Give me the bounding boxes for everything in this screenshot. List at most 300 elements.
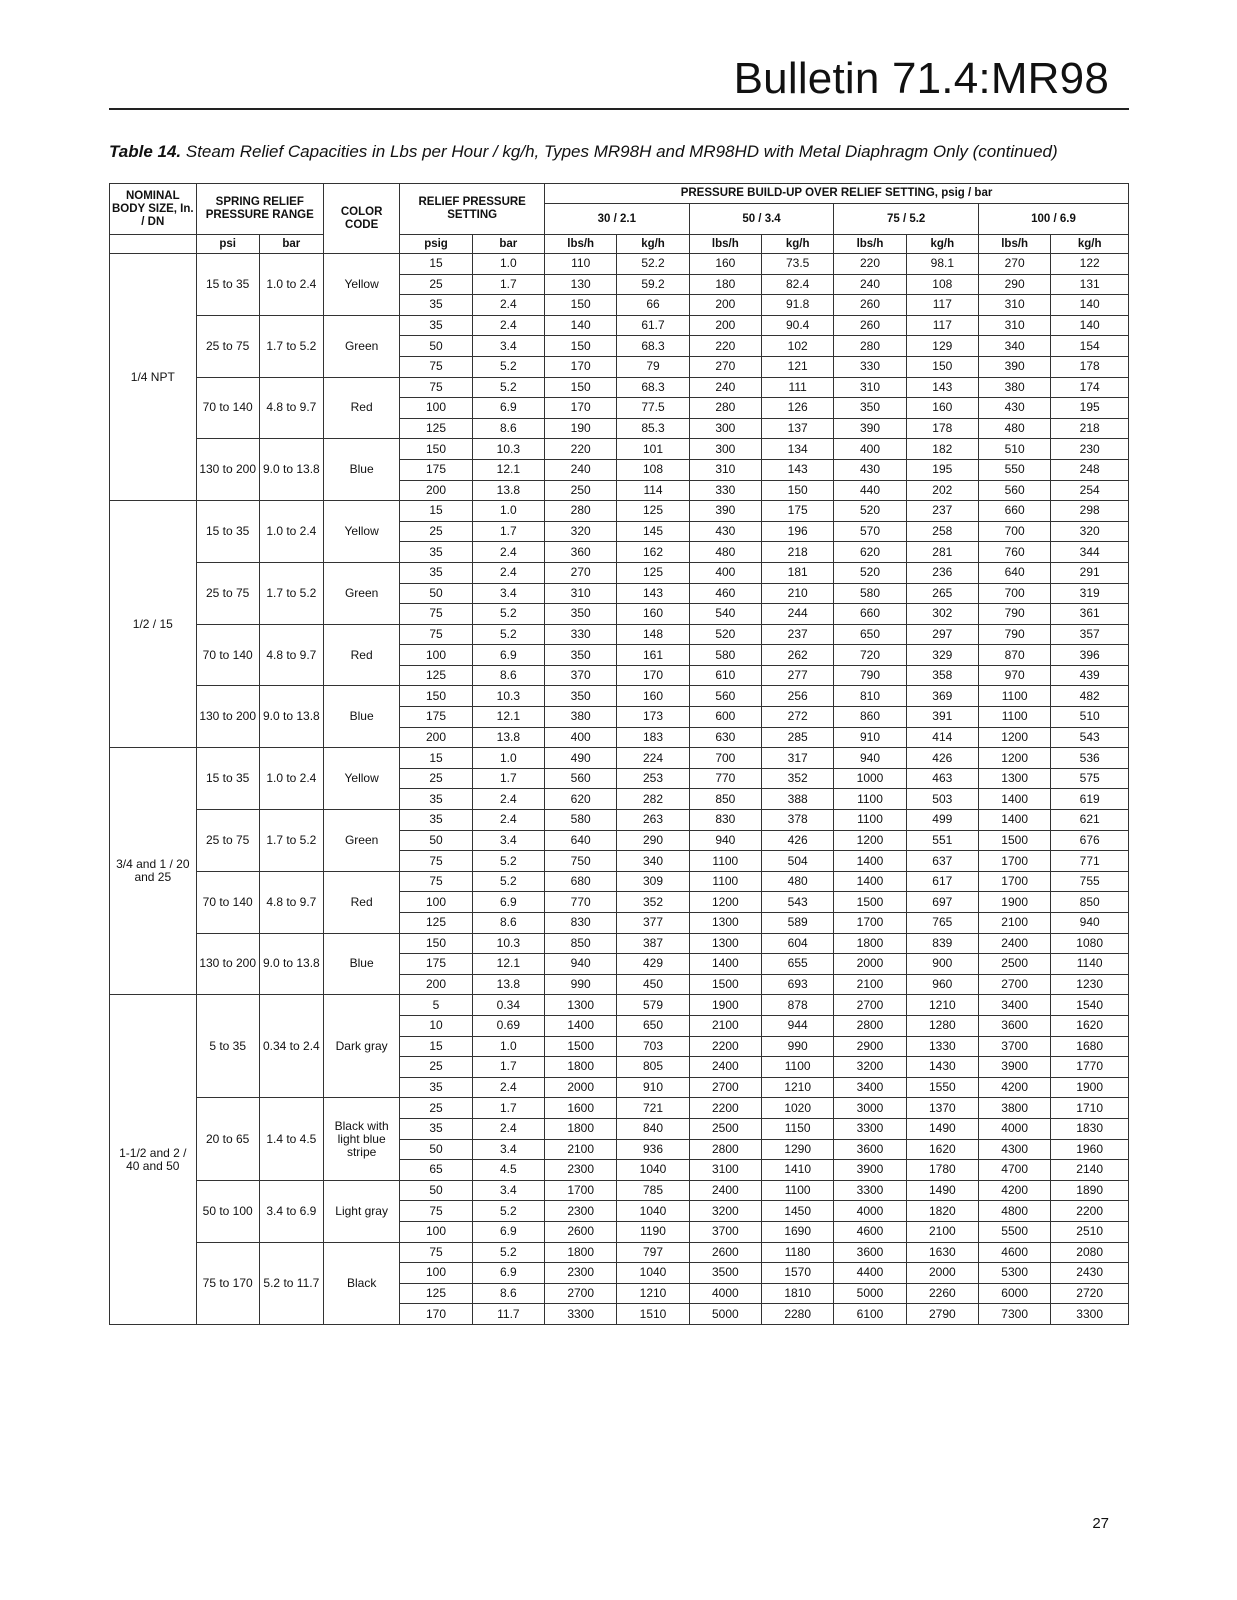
lbsh-30-cell: 110 [545,254,617,275]
lbsh-100-cell: 4300 [978,1139,1050,1160]
kgh-50-cell: 1180 [762,1242,834,1263]
setting-psig-cell: 35 [400,1118,472,1139]
color-code-cell: Yellow [323,501,399,563]
kgh-100-cell: 140 [1051,295,1129,316]
kgh-100-cell: 940 [1051,913,1129,934]
setting-bar-cell: 6.9 [472,398,544,419]
header-relief-setting: RELIEF PRESSURE SETTING [400,184,545,235]
kgh-100-cell: 291 [1051,562,1129,583]
kgh-50-cell: 693 [762,974,834,995]
kgh-50-cell: 388 [762,789,834,810]
spring-bar-cell: 4.8 to 9.7 [259,624,323,686]
lbsh-75-cell: 940 [834,748,906,769]
header-unit-lbsh: lbs/h [978,235,1050,254]
setting-bar-cell: 8.6 [472,418,544,439]
lbsh-30-cell: 580 [545,810,617,831]
setting-bar-cell: 6.9 [472,1263,544,1284]
setting-psig-cell: 200 [400,480,472,501]
table-caption [109,142,1058,162]
kgh-100-cell: 1140 [1051,954,1129,975]
lbsh-75-cell: 5000 [834,1283,906,1304]
setting-psig-cell: 125 [400,1283,472,1304]
lbsh-100-cell: 970 [978,665,1050,686]
lbsh-30-cell: 170 [545,398,617,419]
lbsh-30-cell: 240 [545,459,617,480]
kgh-50-cell: 175 [762,501,834,522]
lbsh-75-cell: 2900 [834,1036,906,1057]
kgh-100-cell: 361 [1051,604,1129,625]
setting-psig-cell: 35 [400,1077,472,1098]
lbsh-75-cell: 4400 [834,1263,906,1284]
lbsh-30-cell: 1800 [545,1118,617,1139]
kgh-50-cell: 378 [762,810,834,831]
body-size-cell: 1/4 NPT [110,254,197,501]
kgh-30-cell: 253 [617,768,689,789]
lbsh-100-cell: 430 [978,398,1050,419]
kgh-30-cell: 1210 [617,1283,689,1304]
kgh-30-cell: 797 [617,1242,689,1263]
lbsh-50-cell: 400 [689,562,761,583]
kgh-50-cell: 262 [762,645,834,666]
setting-bar-cell: 4.5 [472,1160,544,1181]
lbsh-100-cell: 480 [978,418,1050,439]
kgh-100-cell: 1620 [1051,1015,1129,1036]
lbsh-75-cell: 400 [834,439,906,460]
setting-bar-cell: 6.9 [472,892,544,913]
lbsh-75-cell: 860 [834,707,906,728]
steam-relief-capacity-table [109,183,1129,1325]
lbsh-75-cell: 660 [834,604,906,625]
lbsh-30-cell: 250 [545,480,617,501]
kgh-50-cell: 90.4 [762,315,834,336]
setting-psig-cell: 75 [400,1201,472,1222]
setting-psig-cell: 50 [400,1139,472,1160]
lbsh-30-cell: 1800 [545,1242,617,1263]
lbsh-75-cell: 4000 [834,1201,906,1222]
table-row [110,995,1129,1016]
kgh-75-cell: 2790 [906,1304,978,1325]
spring-psi-cell: 20 to 65 [196,1098,259,1180]
kgh-75-cell: 182 [906,439,978,460]
kgh-75-cell: 1620 [906,1139,978,1160]
setting-psig-cell: 35 [400,295,472,316]
setting-psig-cell: 125 [400,418,472,439]
color-code-cell: Blue [323,686,399,748]
lbsh-30-cell: 940 [545,954,617,975]
setting-bar-cell: 5.2 [472,871,544,892]
setting-psig-cell: 100 [400,1263,472,1284]
lbsh-100-cell: 4200 [978,1180,1050,1201]
kgh-75-cell: 117 [906,295,978,316]
kgh-100-cell: 1770 [1051,1057,1129,1078]
lbsh-75-cell: 240 [834,274,906,295]
lbsh-50-cell: 200 [689,295,761,316]
kgh-100-cell: 3300 [1051,1304,1129,1325]
spring-psi-cell: 25 to 75 [196,562,259,624]
kgh-30-cell: 650 [617,1015,689,1036]
kgh-75-cell: 143 [906,377,978,398]
kgh-50-cell: 121 [762,356,834,377]
setting-bar-cell: 1.7 [472,1098,544,1119]
header-unit-bar-setting: bar [472,235,544,254]
lbsh-30-cell: 850 [545,933,617,954]
setting-psig-cell: 100 [400,892,472,913]
table-caption-label: Table 14. [109,142,182,161]
setting-psig-cell: 150 [400,439,472,460]
kgh-100-cell: 1900 [1051,1077,1129,1098]
table-row [110,1242,1129,1263]
kgh-50-cell: 1410 [762,1160,834,1181]
lbsh-100-cell: 7300 [978,1304,1050,1325]
lbsh-75-cell: 3600 [834,1242,906,1263]
setting-bar-cell: 5.2 [472,1242,544,1263]
kgh-75-cell: 1630 [906,1242,978,1263]
spring-bar-cell: 1.7 to 5.2 [259,810,323,872]
kgh-75-cell: 1370 [906,1098,978,1119]
lbsh-50-cell: 280 [689,398,761,419]
setting-psig-cell: 15 [400,748,472,769]
lbsh-75-cell: 3000 [834,1098,906,1119]
kgh-30-cell: 143 [617,583,689,604]
lbsh-30-cell: 220 [545,439,617,460]
header-buildup-75: 75 / 5.2 [834,204,979,235]
table-row [110,377,1129,398]
setting-bar-cell: 1.7 [472,1057,544,1078]
kgh-75-cell: 2000 [906,1263,978,1284]
lbsh-30-cell: 170 [545,356,617,377]
setting-psig-cell: 175 [400,707,472,728]
setting-bar-cell: 0.69 [472,1015,544,1036]
lbsh-75-cell: 3300 [834,1180,906,1201]
header-color-code: COLOR CODE [323,184,399,254]
kgh-50-cell: 2280 [762,1304,834,1325]
setting-psig-cell: 25 [400,274,472,295]
setting-psig-cell: 75 [400,1242,472,1263]
kgh-75-cell: 2100 [906,1221,978,1242]
lbsh-50-cell: 270 [689,356,761,377]
lbsh-50-cell: 300 [689,418,761,439]
kgh-100-cell: 178 [1051,356,1129,377]
lbsh-30-cell: 990 [545,974,617,995]
lbsh-50-cell: 2800 [689,1139,761,1160]
spring-psi-cell: 70 to 140 [196,377,259,439]
kgh-30-cell: 160 [617,686,689,707]
lbsh-75-cell: 1400 [834,871,906,892]
lbsh-30-cell: 150 [545,377,617,398]
lbsh-30-cell: 2300 [545,1201,617,1222]
table-row [110,439,1129,460]
setting-bar-cell: 3.4 [472,1180,544,1201]
lbsh-50-cell: 220 [689,336,761,357]
setting-bar-cell: 2.4 [472,1118,544,1139]
setting-bar-cell: 12.1 [472,459,544,480]
spring-psi-cell: 15 to 35 [196,501,259,563]
lbsh-50-cell: 1100 [689,871,761,892]
kgh-50-cell: 1290 [762,1139,834,1160]
lbsh-30-cell: 330 [545,624,617,645]
lbsh-100-cell: 2400 [978,933,1050,954]
kgh-50-cell: 218 [762,542,834,563]
kgh-100-cell: 1830 [1051,1118,1129,1139]
kgh-50-cell: 504 [762,851,834,872]
lbsh-50-cell: 3500 [689,1263,761,1284]
kgh-75-cell: 108 [906,274,978,295]
kgh-75-cell: 1490 [906,1118,978,1139]
lbsh-75-cell: 3400 [834,1077,906,1098]
lbsh-100-cell: 290 [978,274,1050,295]
kgh-30-cell: 309 [617,871,689,892]
lbsh-50-cell: 2100 [689,1015,761,1036]
lbsh-100-cell: 4600 [978,1242,1050,1263]
kgh-50-cell: 1100 [762,1180,834,1201]
color-code-cell: Red [323,377,399,439]
lbsh-100-cell: 4000 [978,1118,1050,1139]
lbsh-100-cell: 1400 [978,810,1050,831]
kgh-30-cell: 61.7 [617,315,689,336]
lbsh-50-cell: 1200 [689,892,761,913]
spring-psi-cell: 25 to 75 [196,810,259,872]
kgh-50-cell: 126 [762,398,834,419]
kgh-75-cell: 236 [906,562,978,583]
setting-psig-cell: 50 [400,1180,472,1201]
header-unit-lbsh: lbs/h [834,235,906,254]
color-code-cell: Green [323,315,399,377]
kgh-100-cell: 536 [1051,748,1129,769]
lbsh-75-cell: 390 [834,418,906,439]
lbsh-100-cell: 1100 [978,686,1050,707]
lbsh-50-cell: 770 [689,768,761,789]
lbsh-75-cell: 910 [834,727,906,748]
kgh-50-cell: 1810 [762,1283,834,1304]
lbsh-50-cell: 1500 [689,974,761,995]
kgh-75-cell: 160 [906,398,978,419]
lbsh-100-cell: 3700 [978,1036,1050,1057]
lbsh-30-cell: 770 [545,892,617,913]
lbsh-30-cell: 320 [545,521,617,542]
kgh-75-cell: 426 [906,748,978,769]
table-row [110,562,1129,583]
lbsh-50-cell: 600 [689,707,761,728]
kgh-50-cell: 1100 [762,1057,834,1078]
spring-bar-cell: 4.8 to 9.7 [259,377,323,439]
spring-psi-cell: 130 to 200 [196,686,259,748]
spring-psi-cell: 25 to 75 [196,315,259,377]
kgh-75-cell: 839 [906,933,978,954]
spring-psi-cell: 50 to 100 [196,1180,259,1242]
kgh-50-cell: 317 [762,748,834,769]
setting-psig-cell: 175 [400,954,472,975]
setting-bar-cell: 13.8 [472,727,544,748]
kgh-30-cell: 162 [617,542,689,563]
setting-bar-cell: 8.6 [472,913,544,934]
color-code-cell: Dark gray [323,995,399,1098]
lbsh-30-cell: 150 [545,295,617,316]
kgh-30-cell: 77.5 [617,398,689,419]
kgh-75-cell: 499 [906,810,978,831]
spring-psi-cell: 70 to 140 [196,871,259,933]
lbsh-100-cell: 270 [978,254,1050,275]
kgh-30-cell: 125 [617,501,689,522]
lbsh-50-cell: 2600 [689,1242,761,1263]
setting-psig-cell: 25 [400,521,472,542]
kgh-30-cell: 290 [617,830,689,851]
kgh-30-cell: 429 [617,954,689,975]
kgh-50-cell: 150 [762,480,834,501]
spring-bar-cell: 1.7 to 5.2 [259,315,323,377]
lbsh-75-cell: 260 [834,315,906,336]
lbsh-30-cell: 2000 [545,1077,617,1098]
body-size-cell: 1/2 / 15 [110,501,197,748]
kgh-75-cell: 1330 [906,1036,978,1057]
kgh-100-cell: 850 [1051,892,1129,913]
kgh-30-cell: 703 [617,1036,689,1057]
header-buildup-50: 50 / 3.4 [689,204,834,235]
kgh-75-cell: 551 [906,830,978,851]
kgh-75-cell: 369 [906,686,978,707]
lbsh-50-cell: 3100 [689,1160,761,1181]
spring-psi-cell: 5 to 35 [196,995,259,1098]
kgh-100-cell: 2200 [1051,1201,1129,1222]
setting-psig-cell: 150 [400,933,472,954]
lbsh-50-cell: 610 [689,665,761,686]
setting-bar-cell: 1.7 [472,521,544,542]
page-number: 27 [1092,1515,1109,1532]
lbsh-50-cell: 5000 [689,1304,761,1325]
kgh-100-cell: 676 [1051,830,1129,851]
kgh-30-cell: 352 [617,892,689,913]
lbsh-75-cell: 2100 [834,974,906,995]
lbsh-50-cell: 2500 [689,1118,761,1139]
setting-psig-cell: 35 [400,810,472,831]
kgh-30-cell: 59.2 [617,274,689,295]
kgh-100-cell: 1680 [1051,1036,1129,1057]
lbsh-75-cell: 2700 [834,995,906,1016]
lbsh-75-cell: 3200 [834,1057,906,1078]
lbsh-100-cell: 660 [978,501,1050,522]
setting-psig-cell: 15 [400,1036,472,1057]
setting-psig-cell: 25 [400,768,472,789]
kgh-50-cell: 1210 [762,1077,834,1098]
lbsh-75-cell: 620 [834,542,906,563]
spring-psi-cell: 15 to 35 [196,254,259,316]
kgh-30-cell: 68.3 [617,377,689,398]
setting-psig-cell: 5 [400,995,472,1016]
table-row [110,686,1129,707]
kgh-75-cell: 414 [906,727,978,748]
kgh-30-cell: 263 [617,810,689,831]
spring-psi-cell: 70 to 140 [196,624,259,686]
lbsh-50-cell: 540 [689,604,761,625]
lbsh-30-cell: 400 [545,727,617,748]
lbsh-30-cell: 1300 [545,995,617,1016]
kgh-75-cell: 1490 [906,1180,978,1201]
setting-psig-cell: 75 [400,624,472,645]
lbsh-30-cell: 1600 [545,1098,617,1119]
lbsh-30-cell: 140 [545,315,617,336]
lbsh-100-cell: 3800 [978,1098,1050,1119]
lbsh-75-cell: 520 [834,562,906,583]
lbsh-30-cell: 130 [545,274,617,295]
lbsh-50-cell: 580 [689,645,761,666]
kgh-50-cell: 137 [762,418,834,439]
kgh-75-cell: 329 [906,645,978,666]
setting-bar-cell: 2.4 [472,810,544,831]
lbsh-30-cell: 270 [545,562,617,583]
table-row [110,254,1129,275]
lbsh-75-cell: 2000 [834,954,906,975]
lbsh-30-cell: 280 [545,501,617,522]
table-row [110,624,1129,645]
lbsh-75-cell: 430 [834,459,906,480]
spring-psi-cell: 130 to 200 [196,933,259,995]
kgh-30-cell: 450 [617,974,689,995]
setting-bar-cell: 12.1 [472,707,544,728]
setting-bar-cell: 0.34 [472,995,544,1016]
kgh-75-cell: 617 [906,871,978,892]
kgh-75-cell: 2260 [906,1283,978,1304]
setting-bar-cell: 5.2 [472,1201,544,1222]
lbsh-50-cell: 1100 [689,851,761,872]
lbsh-100-cell: 310 [978,315,1050,336]
lbsh-100-cell: 560 [978,480,1050,501]
kgh-30-cell: 721 [617,1098,689,1119]
kgh-30-cell: 183 [617,727,689,748]
kgh-75-cell: 302 [906,604,978,625]
kgh-30-cell: 785 [617,1180,689,1201]
setting-bar-cell: 6.9 [472,1221,544,1242]
color-code-cell: Black [323,1242,399,1324]
lbsh-100-cell: 700 [978,521,1050,542]
kgh-30-cell: 377 [617,913,689,934]
setting-bar-cell: 2.4 [472,789,544,810]
lbsh-30-cell: 830 [545,913,617,934]
lbsh-50-cell: 2200 [689,1036,761,1057]
table-row [110,1098,1129,1119]
lbsh-100-cell: 6000 [978,1283,1050,1304]
lbsh-30-cell: 150 [545,336,617,357]
lbsh-50-cell: 430 [689,521,761,542]
kgh-30-cell: 101 [617,439,689,460]
kgh-50-cell: 1570 [762,1263,834,1284]
lbsh-100-cell: 790 [978,624,1050,645]
setting-bar-cell: 6.9 [472,645,544,666]
lbsh-50-cell: 480 [689,542,761,563]
lbsh-50-cell: 2700 [689,1077,761,1098]
kgh-50-cell: 878 [762,995,834,1016]
lbsh-50-cell: 2200 [689,1098,761,1119]
lbsh-50-cell: 520 [689,624,761,645]
setting-bar-cell: 2.4 [472,562,544,583]
lbsh-100-cell: 1100 [978,707,1050,728]
lbsh-50-cell: 940 [689,830,761,851]
kgh-30-cell: 579 [617,995,689,1016]
setting-psig-cell: 65 [400,1160,472,1181]
setting-psig-cell: 75 [400,356,472,377]
body-size-cell: 1-1/2 and 2 / 40 and 50 [110,995,197,1325]
lbsh-30-cell: 350 [545,686,617,707]
setting-bar-cell: 2.4 [472,295,544,316]
setting-bar-cell: 5.2 [472,377,544,398]
lbsh-75-cell: 720 [834,645,906,666]
kgh-100-cell: 1540 [1051,995,1129,1016]
kgh-50-cell: 272 [762,707,834,728]
header-rule [109,108,1129,110]
kgh-50-cell: 256 [762,686,834,707]
kgh-50-cell: 237 [762,624,834,645]
lbsh-100-cell: 390 [978,356,1050,377]
header-buildup-100: 100 / 6.9 [978,204,1128,235]
color-code-cell: Blue [323,439,399,501]
